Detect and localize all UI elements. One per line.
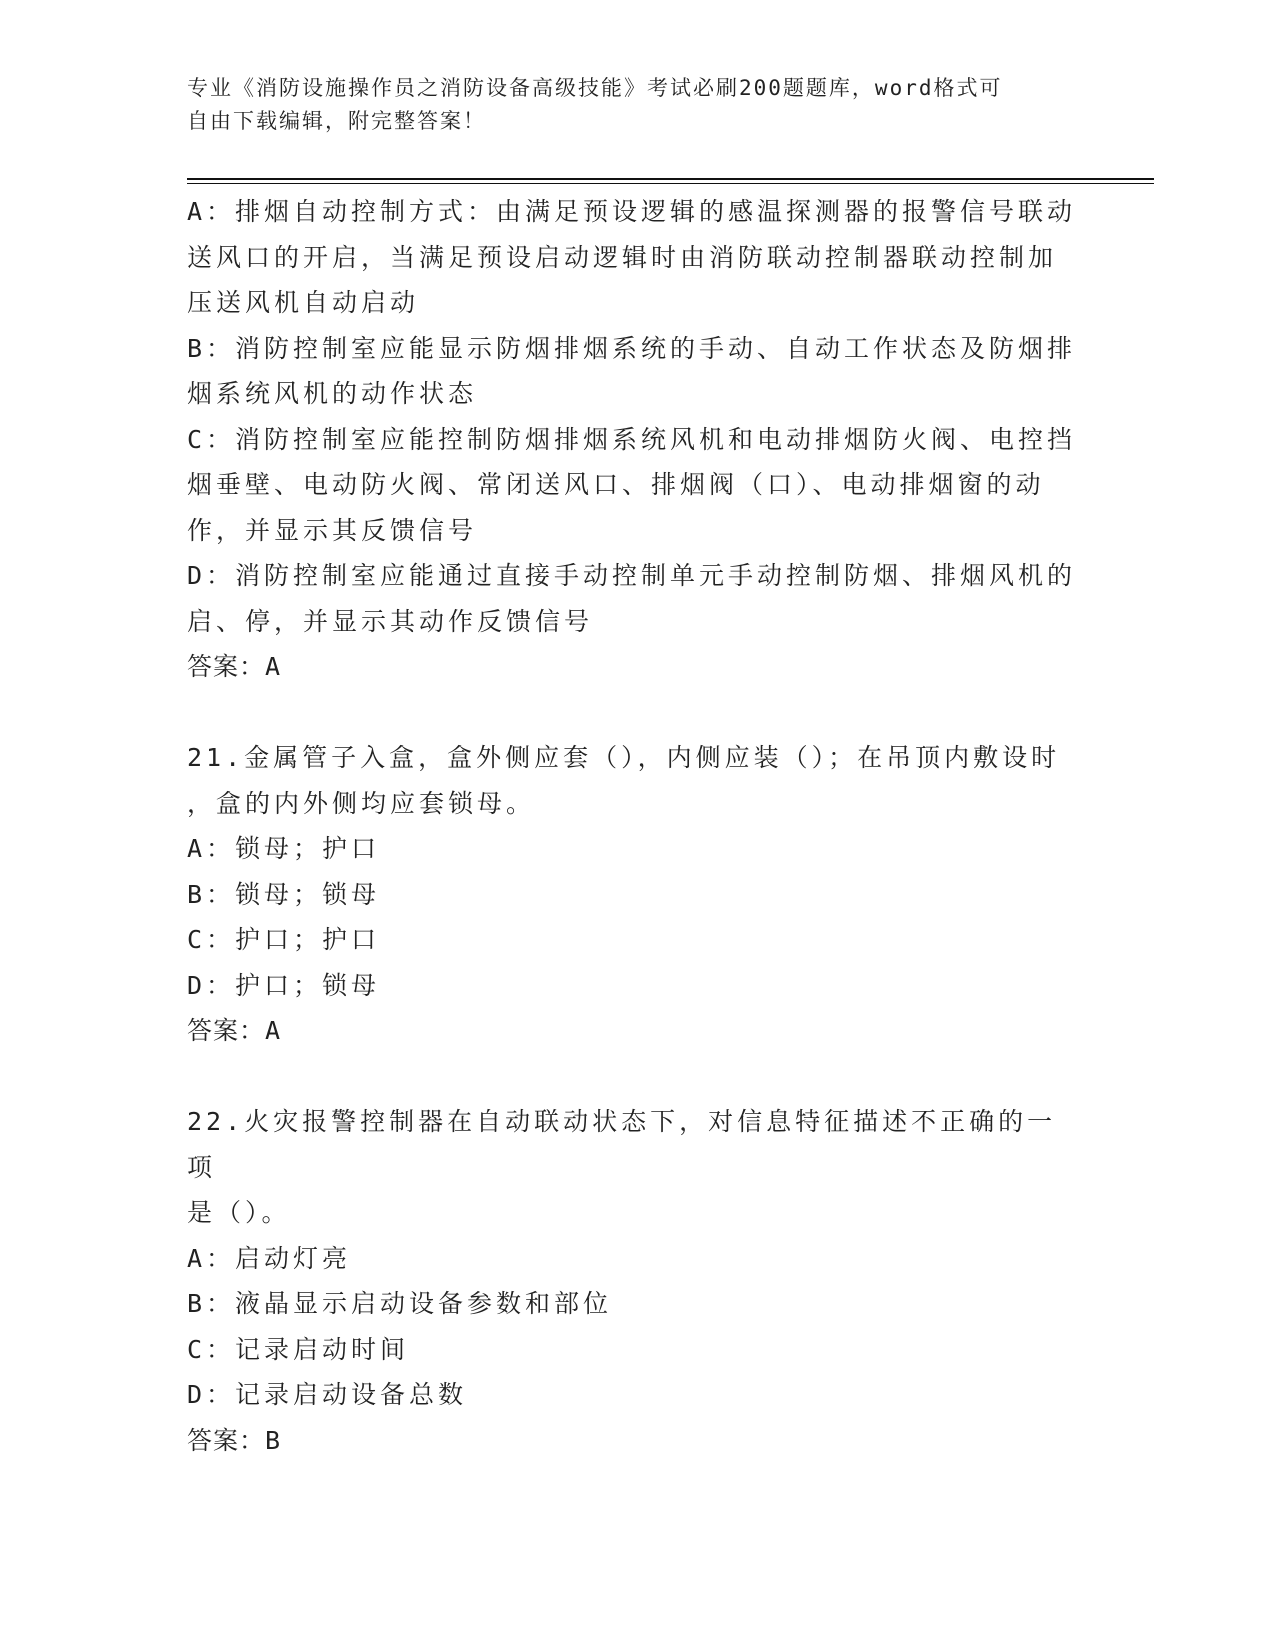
answer-line: 答案：B [187, 1425, 282, 1455]
option-line: 烟垂壁、电动防火阀、常闭送风口、排烟阀（口）、电动排烟窗的动 [187, 470, 1045, 499]
stem-line: 是（）。 [187, 1198, 291, 1227]
option-a [187, 189, 1077, 326]
option-line: 作，并显示其反馈信号 [187, 515, 478, 545]
question-stem [187, 735, 1077, 826]
question-block [187, 735, 1077, 1054]
option-line: 启、停，并显示其动作反馈信号 [187, 606, 594, 636]
stem-line: 22.火灾报警控制器在自动联动状态下，对信息特征描述不正确的一项 [187, 1107, 1057, 1182]
option-line: B：消防控制室应能显示防烟排烟系统的手动、自动工作状态及防烟排 [187, 333, 1077, 363]
question-block [187, 189, 1077, 690]
option-a: A：启动灯亮 [187, 1243, 352, 1273]
option-b: B：液晶显示启动设备参数和部位 [187, 1289, 613, 1318]
option-line: 送风口的开启，当满足预设启动逻辑时由消防联动控制器联动控制加 [187, 242, 1058, 272]
option-c: C：记录启动时间 [187, 1334, 410, 1364]
answer-line: 答案：A [187, 1016, 282, 1045]
option-d [187, 553, 1077, 644]
header-divider-thin [187, 183, 1154, 184]
answer-line: 答案：A [187, 652, 282, 681]
spacer [187, 1054, 1077, 1100]
question-stem [187, 1099, 1077, 1236]
option-line: C：消防控制室应能控制防烟排烟系统风机和电动排烟防火阀、电控挡 [187, 424, 1077, 454]
option-b [187, 326, 1077, 417]
stem-line: 21.金属管子入盒，盒外侧应套（），内侧应装（）；在吊顶内敷设时 [187, 743, 1061, 772]
header-line-1: 专业《消防设施操作员之消防设备高级技能》考试必刷200题题库，word格式可 [187, 76, 1003, 100]
question-block [187, 1099, 1077, 1463]
option-b: B：锁母；锁母 [187, 879, 381, 909]
option-line: 压送风机自动启动 [187, 288, 420, 317]
option-d: D：护口；锁母 [187, 970, 381, 1000]
option-c [187, 417, 1077, 554]
option-line: 烟系统风机的动作状态 [187, 379, 478, 408]
option-a: A：锁母；护口 [187, 834, 381, 863]
option-line: A：排烟自动控制方式：由满足预设逻辑的感温探测器的报警信号联动 [187, 197, 1077, 226]
header-line-2: 自由下载编辑，附完整答案！ [187, 109, 486, 133]
option-d: D：记录启动设备总数 [187, 1380, 468, 1409]
question-list [187, 189, 1077, 1463]
option-c: C：护口；护口 [187, 925, 381, 954]
header-divider-thick [187, 178, 1154, 180]
document-header [187, 72, 1067, 138]
stem-line: ，盒的内外侧均应套锁母。 [187, 788, 536, 818]
option-line: D：消防控制室应能通过直接手动控制单元手动控制防烟、排烟风机的 [187, 561, 1077, 590]
spacer [187, 690, 1077, 736]
